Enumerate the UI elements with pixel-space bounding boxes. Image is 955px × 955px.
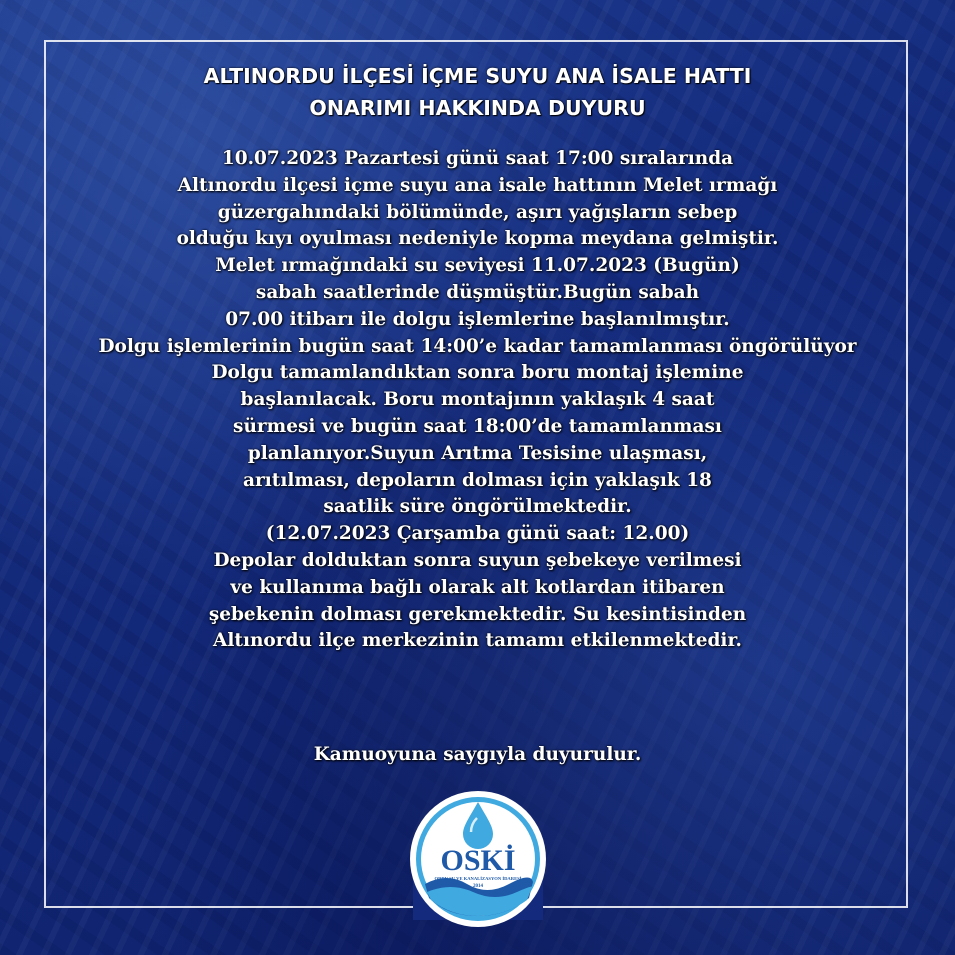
body-line: (12.07.2023 Çarşamba günü saat: 12.00) <box>265 523 690 545</box>
body-line: saatlik süre öngörülmektedir. <box>323 496 632 518</box>
body-line: arıtılması, depoların dolması için yaklaşık 18 <box>243 469 712 491</box>
body-line: Altınordu ilçesi içme suyu ana isale hattının Melet ırmağı <box>177 174 778 196</box>
logo-subtitle: ORDU SU VE KANALİZASYON İDARESİ <box>434 876 522 881</box>
oski-logo <box>407 788 549 930</box>
body-line: Melet ırmağındaki su seviyesi 11.07.2023 (Bugün) <box>215 255 740 277</box>
announcement-body <box>40 146 915 655</box>
body-line: sürmesi ve bugün saat 18:00’de tamamlanması <box>233 415 722 437</box>
announcement-title <box>60 60 895 124</box>
body-line: Dolgu tamamlandıktan sonra boru montaj işlemine <box>211 362 744 384</box>
body-line: Altınordu ilçe merkezinin tamamı etkilenmektedir. <box>213 630 742 652</box>
logo-year: 2014 <box>473 884 483 889</box>
title-line: ALTINORDU İLÇESİ İÇME SUYU ANA İSALE HATTI <box>203 64 752 88</box>
body-line: 07.00 itibarı ile dolgu işlemlerine başlanılmıştır. <box>225 308 730 330</box>
body-line: Dolgu işlemlerinin bugün saat 14:00’e kadar tamamlanması öngörülüyor <box>98 335 857 357</box>
body-line: şebekenin dolması gerekmektedir. Su kesintisinden <box>208 603 747 625</box>
logo-name: OSKİ <box>440 844 516 877</box>
closing-line: Kamuoyuna saygıyla duyurulur. <box>313 744 642 765</box>
body-line: 10.07.2023 Pazartesi günü saat 17:00 sıralarında <box>221 148 734 169</box>
title-line: ONARIMI HAKKINDA DUYURU <box>309 96 646 120</box>
body-line: olduğu kıyı oyulması nedeniyle kopma meydana gelmiştir. <box>176 228 779 250</box>
body-line: güzergahındaki bölümünde, aşırı yağışların sebep <box>217 201 738 223</box>
body-line: başlanılacak. Boru montajının yaklaşık 4 saat <box>240 389 715 411</box>
body-line: sabah saatlerinde düşmüştür.Bugün sabah <box>255 281 700 303</box>
body-line: planlanıyor.Suyun Arıtma Tesisine ulaşması, <box>247 442 708 464</box>
body-line: ve kullanıma bağlı olarak alt kotlardan itibaren <box>230 576 725 598</box>
body-line: Depolar dolduktan sonra suyun şebekeye verilmesi <box>213 549 742 571</box>
